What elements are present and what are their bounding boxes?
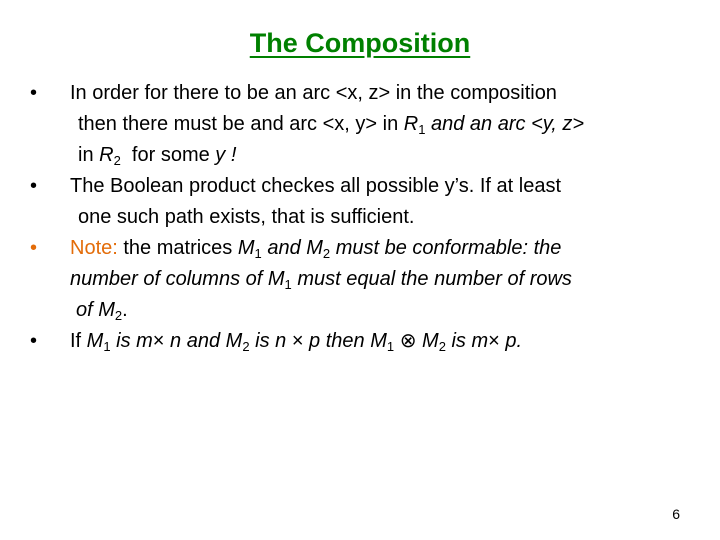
bullet-line xyxy=(70,78,700,109)
text-run-italic: is m xyxy=(110,330,153,352)
note-label: Note: xyxy=(70,237,118,259)
math-symbol: M xyxy=(267,268,285,290)
text-run: In order for there to be an arc <x, z> in the composition xyxy=(70,82,557,104)
bullet-line xyxy=(70,109,700,140)
text-run-italic: is m xyxy=(445,330,489,352)
math-symbol: R xyxy=(403,113,419,135)
times-symbol: × xyxy=(152,330,165,352)
math-symbol: R xyxy=(99,144,114,166)
text-run-italic: p. xyxy=(499,330,523,352)
math-subscript: 2 xyxy=(242,339,250,354)
bullet-icon: • xyxy=(30,237,38,259)
math-symbol: M xyxy=(86,330,104,352)
math-symbol: M xyxy=(422,330,439,352)
text-run-italic: number of columns of xyxy=(70,268,268,290)
bullet-line xyxy=(70,140,700,171)
math-subscript: 2 xyxy=(438,339,446,354)
bullet-line xyxy=(70,202,700,233)
bullet-icon: • xyxy=(30,82,38,104)
text-run-italic: y ! xyxy=(215,144,237,166)
text-run: The Boolean product checkes all possible y’s. If at least xyxy=(70,175,562,197)
math-symbol: M xyxy=(370,330,387,352)
text-run-italic: must equal the number of rows xyxy=(291,268,572,290)
math-subscript: 1 xyxy=(386,339,395,354)
math-symbol: M xyxy=(306,237,323,259)
times-symbol: × xyxy=(291,330,304,352)
otimes-symbol: ⊗ xyxy=(399,330,417,352)
bullet-line xyxy=(70,264,700,295)
bullet-icon: • xyxy=(30,175,38,197)
text-run-italic: of xyxy=(76,299,99,321)
text-run-italic: p then xyxy=(303,330,371,352)
times-symbol: × xyxy=(488,330,500,352)
page-number: 6 xyxy=(672,506,680,522)
bullet-item-note-conformable xyxy=(30,233,700,326)
text-run-italic: must be conformable: the xyxy=(330,237,562,259)
bullet-item-composition-arc xyxy=(30,78,700,171)
text-run: then there must be and arc <x, y> in xyxy=(78,113,404,135)
text-run-italic: n and xyxy=(164,330,226,352)
text-run-italic: is n xyxy=(249,330,292,352)
math-subscript: 1 xyxy=(254,246,262,261)
bullet-line xyxy=(70,295,700,326)
math-subscript: 1 xyxy=(284,277,292,292)
bullet-line xyxy=(70,171,700,202)
bullet-list xyxy=(30,78,700,357)
bullet-line xyxy=(70,326,700,357)
text-run-italic: and xyxy=(261,237,307,259)
bullet-icon: • xyxy=(30,330,38,352)
math-subscript: 1 xyxy=(418,122,426,137)
text-run: for some xyxy=(120,144,216,166)
math-symbol: M xyxy=(98,299,115,321)
text-run: in xyxy=(78,144,100,166)
slide-title: The Composition xyxy=(249,28,471,58)
text-run: the matrices xyxy=(117,237,238,259)
bullet-item-dimensions xyxy=(30,326,700,357)
text-run-italic: and an arc <y, z> xyxy=(425,113,585,135)
math-symbol: M xyxy=(237,237,255,259)
text-run: If xyxy=(70,330,87,352)
bullet-line xyxy=(70,233,700,264)
text-run: one such path exists, that is sufficient. xyxy=(78,206,415,228)
math-subscript: 2 xyxy=(322,246,331,261)
math-subscript: 2 xyxy=(114,308,123,323)
text-run: . xyxy=(122,299,128,321)
math-symbol: M xyxy=(225,330,243,352)
bullet-item-boolean-product xyxy=(30,171,700,233)
math-subscript: 1 xyxy=(103,339,111,354)
math-subscript: 2 xyxy=(113,153,121,168)
